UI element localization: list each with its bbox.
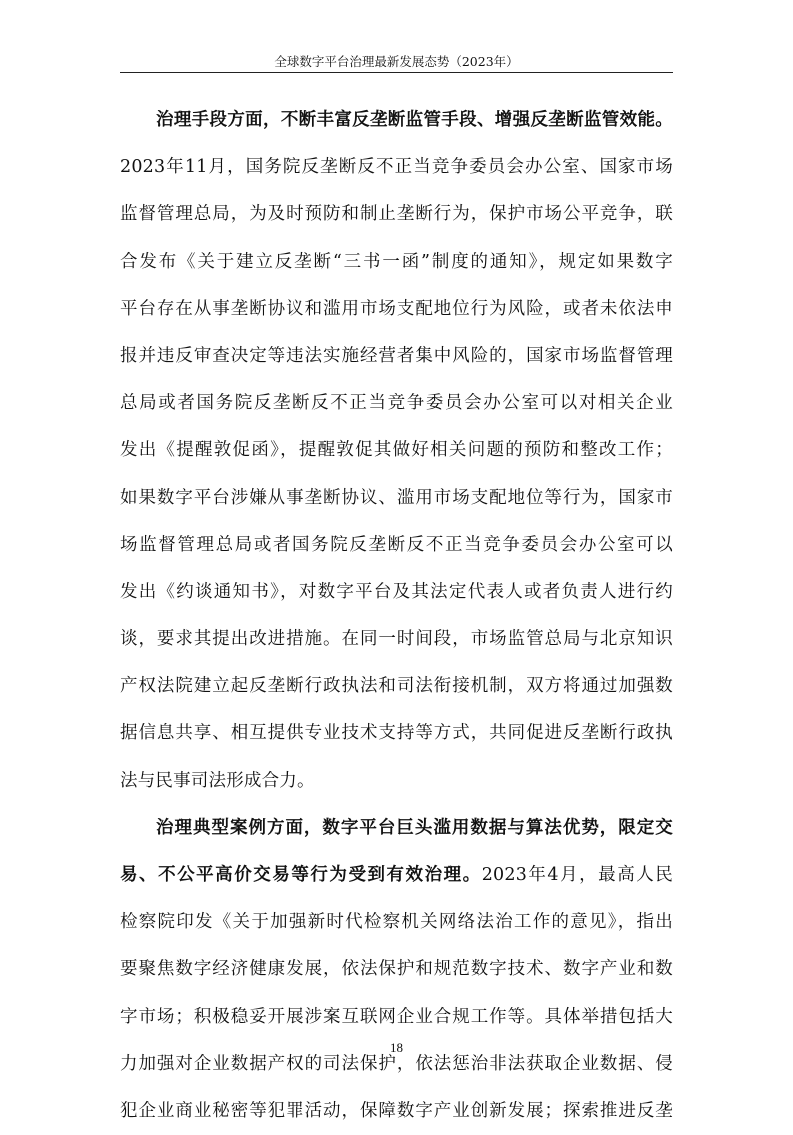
bold-run: 治理典型案例方面，数字平台巨头滥用数据与算法优势，限定交 xyxy=(156,817,673,838)
paragraph-line xyxy=(120,1088,673,1135)
text-run: 发出《约谈通知书》，对数字平台及其法定代表人或者负责人进行约 xyxy=(120,581,673,602)
text-run: 场监督管理总局或者国务院反垄断反不正当竞争委员会办公室可以 xyxy=(120,534,673,555)
text-run: 合发布《关于建立反垄断“三书一函”制度的通知》，规定如果数字 xyxy=(120,251,673,272)
body-text xyxy=(120,97,673,1135)
paragraph-line xyxy=(120,475,673,522)
text-run: 2023年11月，国务院反垄断反不正当竞争委员会办公室、国家市场 xyxy=(120,157,673,178)
text-run: 总局或者国务院反垄断反不正当竞争委员会办公室可以对相关企业 xyxy=(120,393,673,414)
paragraph-line xyxy=(120,333,673,380)
paragraph-line xyxy=(120,663,673,710)
paragraph-line xyxy=(120,239,673,286)
paragraph-line xyxy=(120,191,673,238)
paragraph-line xyxy=(120,427,673,474)
text-run: 如果数字平台涉嫌从事垄断协议、滥用市场支配地位等行为，国家市 xyxy=(120,487,673,508)
text-run: 2023年4月，最高人民 xyxy=(481,865,673,885)
paragraph-line xyxy=(120,144,673,191)
paragraph-line xyxy=(120,852,673,899)
bold-run: 治理手段方面，不断丰富反垄断监管手段、增强反垄断监管效能。 xyxy=(156,110,673,130)
header-divider xyxy=(120,72,673,73)
text-run: 据信息共享、相互提供专业技术支持等方式，共同促进反垄断行政执 xyxy=(120,723,673,744)
bold-run: 易、不公平高价交易等行为受到有效治理。 xyxy=(120,865,482,885)
text-run: 谈，要求其提出改进措施。在同一时间段，市场监管总局与北京知识 xyxy=(120,629,673,650)
paragraph-line xyxy=(120,616,673,663)
text-run: 犯企业商业秘密等犯罪活动，保障数字产业创新发展；探索推进反垄 xyxy=(120,1100,673,1121)
paragraph-line xyxy=(120,805,673,852)
paragraph-line xyxy=(120,994,673,1041)
paragraph-line xyxy=(120,569,673,616)
page-number: 18 xyxy=(390,1040,403,1055)
text-run: 检察院印发《关于加强新时代检察机关网络法治工作的意见》，指出 xyxy=(120,912,673,933)
text-run: 产权法院建立起反垄断行政执法和司法衔接机制，双方将通过加强数 xyxy=(120,676,673,697)
text-run: 报并违反审查决定等违法实施经营者集中风险的，国家市场监督管理 xyxy=(120,345,673,366)
paragraph-line xyxy=(120,710,673,757)
text-run: 力加强对企业数据产权的司法保护，依法惩治非法获取企业数据、侵 xyxy=(120,1053,673,1074)
paragraph-line xyxy=(120,380,673,427)
paragraph-line xyxy=(120,946,673,993)
text-run: 要聚焦数字经济健康发展，依法保护和规范数字技术、数字产业和数 xyxy=(120,959,673,980)
text-run: 平台存在从事垄断协议和滥用市场支配地位行为风险，或者未依法申 xyxy=(120,298,673,319)
paragraph-line xyxy=(120,899,673,946)
text-run: 发出《提醒敦促函》，提醒敦促其做好相关问题的预防和整改工作； xyxy=(120,440,673,461)
text-run: 字市场；积极稳妥开展涉案互联网企业合规工作等。具体举措包括大 xyxy=(120,1006,673,1027)
paragraph-line xyxy=(120,522,673,569)
paragraph-line xyxy=(120,286,673,333)
running-header: 全球数字平台治理最新发展态势（2023年） xyxy=(274,54,519,69)
paragraph-line xyxy=(120,97,673,144)
text-run: 监督管理总局，为及时预防和制止垄断行为，保护市场公平竞争，联 xyxy=(120,204,673,225)
paragraph-line xyxy=(120,758,673,805)
text-run: 法与民事司法形成合力。 xyxy=(120,770,315,791)
